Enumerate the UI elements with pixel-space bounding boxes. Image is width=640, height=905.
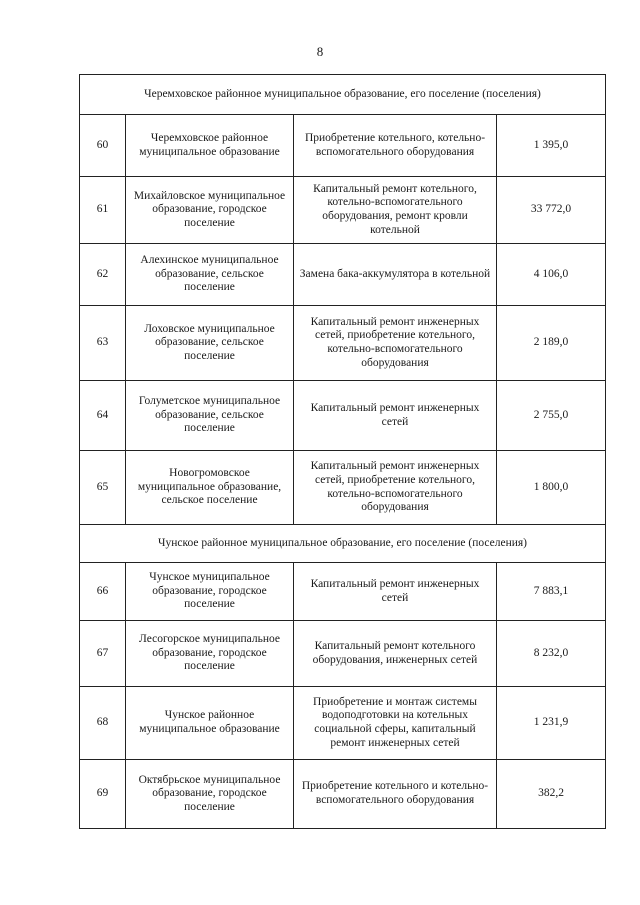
table-row: [80, 760, 606, 829]
amount-value: 8 232,0: [497, 621, 606, 687]
amount-value: 2 755,0: [497, 381, 606, 451]
amount-value: 382,2: [497, 760, 606, 829]
amount-value: 1 800,0: [497, 451, 606, 525]
row-number: 66: [80, 563, 126, 621]
page-number: 8: [316, 44, 324, 59]
row-number: 62: [80, 244, 126, 306]
work-description: Капитальный ремонт котельного оборудования, инженерных сетей: [294, 621, 497, 687]
municipality-name: Голуметское муниципальное образование, сельское поселение: [126, 381, 294, 451]
table-row: [80, 451, 606, 525]
amount-value: 4 106,0: [497, 244, 606, 306]
section-title: Чунское районное муниципальное образование, его поселение (поселения): [80, 525, 606, 563]
municipality-name: Новогромовское муниципальное образование, сельское поселение: [126, 451, 294, 525]
municipality-name: Черемховское районное муниципальное образование: [126, 115, 294, 177]
municipality-name: Алехинское муниципальное образование, сельское поселение: [126, 244, 294, 306]
work-description: Капитальный ремонт инженерных сетей, приобретение котельного, котельно-вспомогательного оборудования: [294, 451, 497, 525]
section-header-row: [80, 525, 606, 563]
table-row: [80, 177, 606, 244]
work-description: Капитальный ремонт инженерных сетей: [294, 381, 497, 451]
municipality-name: Чунское муниципальное образование, городское поселение: [126, 563, 294, 621]
amount-value: 7 883,1: [497, 563, 606, 621]
row-number: 69: [80, 760, 126, 829]
row-number: 67: [80, 621, 126, 687]
table-row: [80, 115, 606, 177]
row-number: 60: [80, 115, 126, 177]
municipality-name: Чунское районное муниципальное образование: [126, 687, 294, 760]
work-description: Приобретение котельного и котельно-вспомогательного оборудования: [294, 760, 497, 829]
work-description: Капитальный ремонт инженерных сетей, приобретение котельного, котельно-вспомогательного оборудования: [294, 306, 497, 381]
amount-value: 33 772,0: [497, 177, 606, 244]
table-row: [80, 244, 606, 306]
section-title: Черемховское районное муниципальное образование, его поселение (поселения): [80, 75, 606, 115]
municipality-name: Лоховское муниципальное образование, сельское поселение: [126, 306, 294, 381]
section-header-row: [80, 75, 606, 115]
work-description: Приобретение и монтаж системы водоподготовки на котельных социальной сферы, капитальный ремонт инженерных сетей: [294, 687, 497, 760]
table-row: [80, 306, 606, 381]
table-row: [80, 563, 606, 621]
row-number: 68: [80, 687, 126, 760]
funding-table: [79, 74, 606, 829]
amount-value: 1 231,9: [497, 687, 606, 760]
table-row: [80, 621, 606, 687]
amount-value: 2 189,0: [497, 306, 606, 381]
table-row: [80, 687, 606, 760]
municipality-name: Октябрьское муниципальное образование, городское поселение: [126, 760, 294, 829]
municipality-name: Михайловское муниципальное образование, городское поселение: [126, 177, 294, 244]
row-number: 65: [80, 451, 126, 525]
municipality-name: Лесогорское муниципальное образование, городское поселение: [126, 621, 294, 687]
work-description: Капитальный ремонт инженерных сетей: [294, 563, 497, 621]
row-number: 63: [80, 306, 126, 381]
table-row: [80, 381, 606, 451]
row-number: 61: [80, 177, 126, 244]
work-description: Приобретение котельного, котельно-вспомогательного оборудования: [294, 115, 497, 177]
work-description: Замена бака-аккумулятора в котельной: [294, 244, 497, 306]
work-description: Капитальный ремонт котельного, котельно-вспомогательного оборудования, ремонт кровли котельной: [294, 177, 497, 244]
row-number: 64: [80, 381, 126, 451]
amount-value: 1 395,0: [497, 115, 606, 177]
